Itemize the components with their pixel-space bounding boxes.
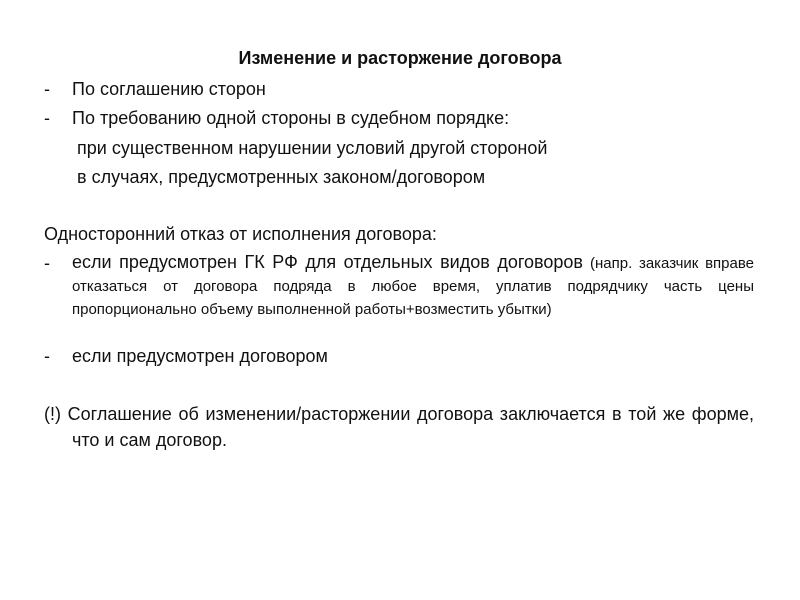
list-item-court-demand: По требованию одной стороны в судебном порядке: bbox=[72, 108, 510, 128]
section-heading-unilateral: Односторонний отказ от исполнения договора: bbox=[44, 224, 437, 244]
bullet-dash: - bbox=[44, 108, 50, 128]
bullet-dash: - bbox=[44, 346, 50, 366]
slide-title: Изменение и расторжение договора bbox=[238, 48, 562, 68]
sub-item-law-contract: в случаях, предусмотренных законом/договором bbox=[77, 167, 486, 187]
list-item-civil-code bbox=[72, 251, 754, 321]
bullet-dash: - bbox=[44, 79, 50, 99]
bullet-dash: - bbox=[44, 253, 50, 273]
list-item-civil-code-main: если предусмотрен ГК РФ для отдельных видов договоров bbox=[72, 252, 583, 272]
form-note: (!) Соглашение об изменении/расторжении договора заключается в той же форме, что и сам договор. bbox=[44, 404, 754, 450]
list-item-by-contract: если предусмотрен договором bbox=[72, 346, 328, 366]
list-item-agreement: По соглашению сторон bbox=[72, 79, 266, 99]
list-item-civil-code-example: (напр. заказчик вправе отказаться от договора подряда в любое время, уплатив подрядчику часть цены пропорционально объему выполненной работы+возместить убытки) bbox=[72, 255, 754, 318]
sub-item-material-breach: при существенном нарушении условий другой стороной bbox=[77, 138, 548, 158]
